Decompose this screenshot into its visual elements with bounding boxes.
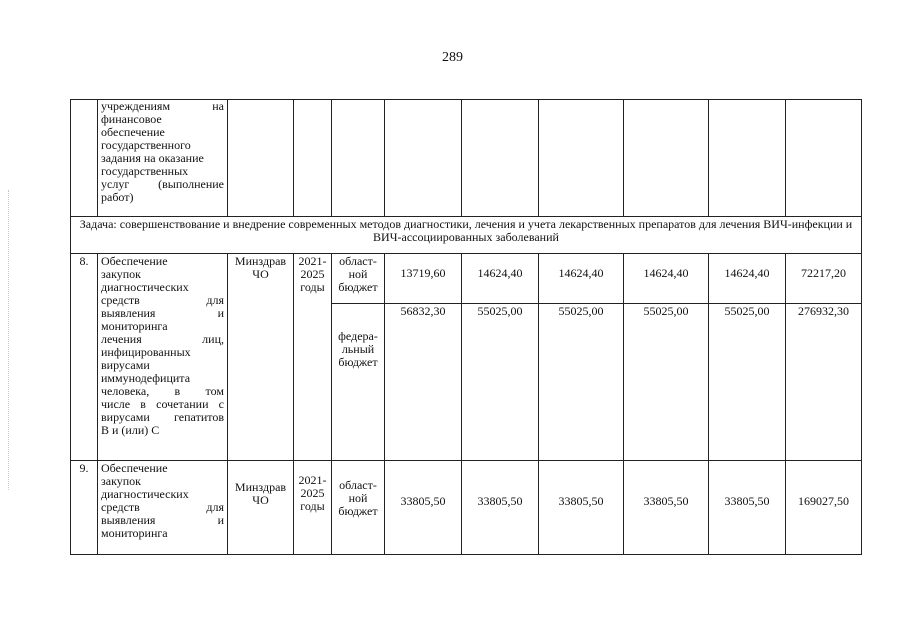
row-name-cell: [98, 461, 228, 555]
row-name-line: выявления и: [101, 513, 224, 527]
budget-table: [70, 99, 862, 555]
value-cell-2025: 14624,40: [709, 254, 786, 304]
carryover-line: работ): [101, 190, 134, 204]
row-name-line: В и (или) С: [101, 423, 160, 437]
cell-empty: [539, 100, 624, 217]
source-line: бюджет: [338, 355, 378, 369]
value-cell-2022: 55025,00: [462, 304, 539, 461]
cell-empty: [462, 100, 539, 217]
table-row: [71, 254, 862, 304]
source-line: льный: [341, 342, 375, 356]
carryover-line: обеспечение: [101, 125, 165, 139]
cell-empty: [385, 100, 462, 217]
source-line: ной: [348, 491, 368, 505]
source-line: област-: [339, 254, 377, 268]
row-name-line: закупок: [101, 474, 141, 488]
carryover-name-cell: [98, 100, 228, 217]
value-cell-2025: 55025,00: [709, 304, 786, 461]
carryover-line: услуг (выполнение: [101, 177, 224, 191]
row-name-line: Обеспечение: [101, 254, 168, 268]
value-cell-total: 276932,30: [786, 304, 862, 461]
value-cell-2022: 14624,40: [462, 254, 539, 304]
row-name-line: числе в сочетании с: [101, 397, 224, 411]
row-name-line: вирусами гепатитов: [101, 410, 224, 424]
row-name-line: вирусами: [101, 358, 150, 372]
source-cell: [332, 461, 385, 555]
carryover-line: задания на оказание: [101, 151, 204, 165]
cell-empty: [294, 100, 332, 217]
value-cell-2023: 14624,40: [539, 254, 624, 304]
value-cell-2021: 33805,50: [385, 461, 462, 555]
row-name-cell: [98, 254, 228, 461]
row-name-line: средств для: [101, 293, 224, 307]
value-cell-2024: 14624,40: [624, 254, 709, 304]
source-line: ной: [348, 267, 368, 281]
value-cell-2024: 55025,00: [624, 304, 709, 461]
row-name-line: закупок: [101, 267, 141, 281]
row-number: 9.: [71, 461, 98, 555]
cell-empty: [624, 100, 709, 217]
row-name-line: диагностических: [101, 487, 189, 501]
row-name-line: выявления и: [101, 306, 224, 320]
table-row: [71, 461, 862, 555]
value-cell-2025: 33805,50: [709, 461, 786, 555]
source-line: област-: [339, 478, 377, 492]
carryover-line: финансовое: [101, 112, 162, 126]
row-name-line: мониторинга: [101, 526, 168, 540]
value-cell-2023: 33805,50: [539, 461, 624, 555]
source-line: федера-: [338, 329, 378, 343]
row-name-line: лечения лиц,: [101, 332, 224, 346]
period-cell: 2021-2025 годы: [294, 461, 332, 555]
carryover-line: государственных: [101, 164, 189, 178]
value-cell-2022: 33805,50: [462, 461, 539, 555]
cell-empty: [709, 100, 786, 217]
value-cell-2024: 33805,50: [624, 461, 709, 555]
executor-cell: Минздрав ЧО: [228, 254, 294, 461]
row-name-line: средств для: [101, 500, 224, 514]
value-cell-total: 169027,50: [786, 461, 862, 555]
scan-edge-mark: [8, 190, 10, 490]
row-name-line: человека, в том: [101, 384, 224, 398]
cell-num-empty: [71, 100, 98, 217]
row-name-line: Обеспечение: [101, 461, 168, 475]
row-name-line: мониторинга: [101, 319, 168, 333]
source-cell: [332, 254, 385, 304]
source-cell: [332, 304, 385, 461]
carryover-line: учреждениям на: [101, 99, 224, 113]
row-number: 8.: [71, 254, 98, 461]
cell-empty: [228, 100, 294, 217]
cell-empty: [332, 100, 385, 217]
task-heading: Задача: совершенствование и внедрение современных методов диагностики, лечения и учета лекарственных препаратов для лечения ВИЧ-инфекции и ВИЧ-ассоциированных заболеваний: [71, 217, 862, 254]
row-name-line: инфицированных: [101, 345, 191, 359]
value-cell-2021: 56832,30: [385, 304, 462, 461]
value-cell-2021: 13719,60: [385, 254, 462, 304]
page-number: 289: [442, 50, 463, 65]
source-line: бюджет: [338, 504, 378, 518]
table-row-carryover: [71, 100, 862, 217]
period-cell: 2021-2025 годы: [294, 254, 332, 461]
executor-cell: Минздрав ЧО: [228, 461, 294, 555]
cell-empty: [786, 100, 862, 217]
value-cell-2023: 55025,00: [539, 304, 624, 461]
row-name-line: иммунодефицита: [101, 371, 191, 385]
value-cell-total: 72217,20: [786, 254, 862, 304]
table-row-task: [71, 217, 862, 254]
carryover-line: государственного: [101, 138, 191, 152]
row-name-line: диагностических: [101, 280, 189, 294]
source-line: бюджет: [338, 280, 378, 294]
